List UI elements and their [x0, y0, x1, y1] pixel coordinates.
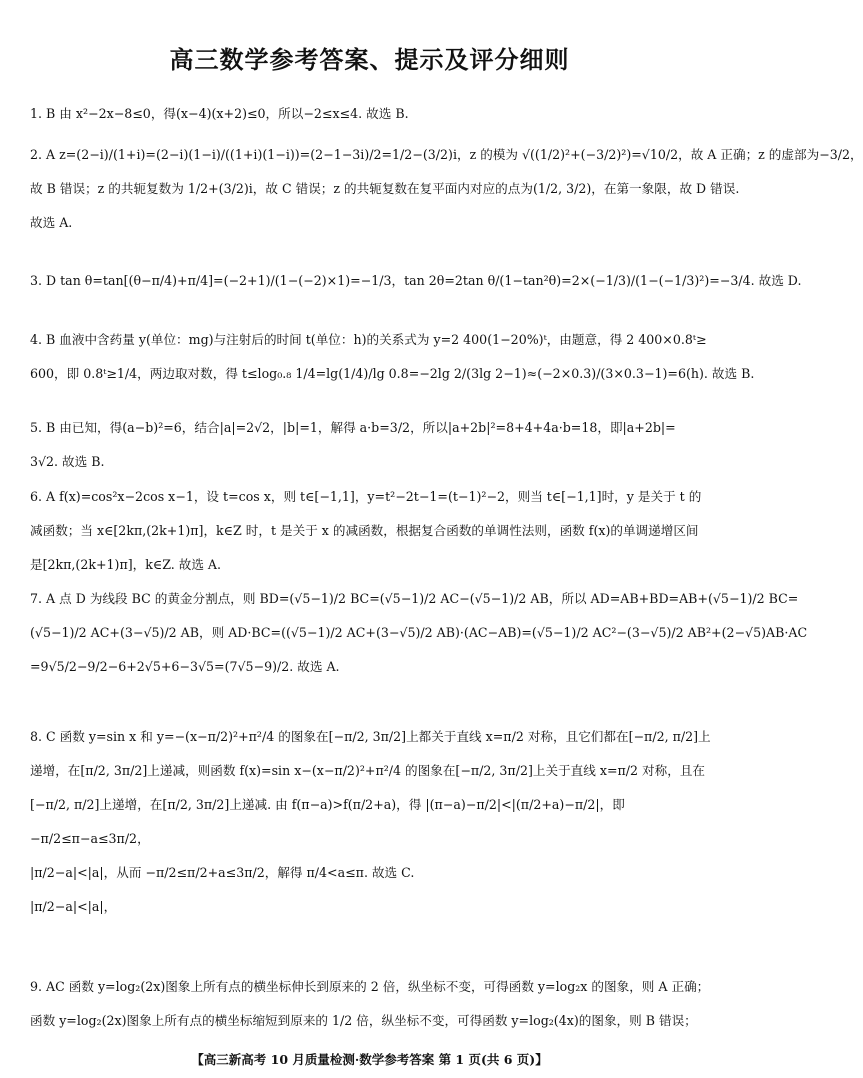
answer-line: [−π/2, π/2]上递增，在[π/2, 3π/2]上递减. 由 f(π−a)>f(π/2+a)，得 |(π−a)−π/2|<|(π/2+a)−π/2|，即 — [30, 797, 625, 812]
answer-item — [30, 411, 712, 479]
answer-line: 故选 A. — [30, 215, 73, 230]
answer-line: =9√5/2−9/2−6+2√5+6−3√5=(7√5−9)/2. 故选 A. — [30, 659, 340, 674]
answer-line: 4. B 血液中含药量 y(单位：mg)与注射后的时间 t(单位：h)的关系式为 y=2 400(1−20%)ᵗ，由题意，得 2 400×0.8ᵗ≥ — [30, 332, 707, 347]
answer-item — [30, 264, 802, 298]
answer-line: 8. C 函数 y=sin x 和 y=−(x−π/2)²+π²/4 的图象在[−π/2, 3π/2]上都关于直线 x=π/2 对称，且它们都在[−π/2, π/2]上 — [30, 729, 711, 744]
answer-line: 1. B 由 x²−2x−8≤0，得(x−4)(x+2)≤0，所以−2≤x≤4. 故选 B. — [30, 106, 409, 121]
answer-line: 2. A z=(2−i)/(1+i)=(2−i)(1−i)/((1+i)(1−i))=(2−1−3i)/2=1/2−(3/2)i，z 的模为 √((1/2)²+(−3/2)²)=√10/2，故 A 正确；z 的虚部为−3/2， — [30, 147, 863, 162]
answer-item — [30, 480, 712, 582]
answer-line: 9. AC 函数 y=log₂(2x)图象上所有点的横坐标伸长到原来的 2 倍，纵坐标不变，可得函数 y=log₂x 的图象，则 A 正确； — [30, 979, 710, 994]
page-footer: 【高三新高考 10 月质量检测·数学参考答案 第 1 页(共 6 页)】 — [191, 1052, 548, 1067]
answer-item — [30, 582, 808, 684]
answer-line: 故 B 错误；z 的共轭复数为 1/2+(3/2)i，故 C 错误；z 的共轭复数在复平面内对应的点为(1/2, 3/2)，在第一象限，故 D 错误. — [30, 181, 740, 196]
answer-item — [30, 970, 712, 1038]
answer-item — [30, 720, 712, 924]
answer-line: 3. D tan θ=tan[(θ−π/4)+π/4]=(−2+1)/(1−(−2)×1)=−1/3，tan 2θ=2tan θ/(1−tan²θ)=2×(−1/3)/(1−(−1/3)²)=−3/4. 故选 D. — [30, 273, 802, 288]
answer-line: (√5−1)/2 AC+(3−√5)/2 AB，则 AD·BC=((√5−1)/2 AC+(3−√5)/2 AB)·(AC−AB)=(√5−1)/2 AC²−(3−√5)/2 AB²+(2−√5)AB·AC — [30, 625, 808, 640]
answer-line: |π/2−a|<|a|， — [30, 899, 117, 914]
answer-line: 7. A 点 D 为线段 BC 的黄金分割点，则 BD=(√5−1)/2 BC=(√5−1)/2 AC−(√5−1)/2 AB，所以 AD=AB+BD=AB+(√5−1)/2 BC= — [30, 591, 799, 606]
page-title: 高三数学参考答案、提示及评分细则 — [169, 46, 570, 74]
answer-line: 减函数；当 x∈[2kπ,(2k+1)π]，k∈Z 时，t 是关于 x 的减函数，根据复合函数的单调性法则，函数 f(x)的单调递增区间 — [30, 523, 699, 538]
answer-line: 是[2kπ,(2k+1)π]，k∈Z. 故选 A. — [30, 557, 222, 572]
answer-line: 递增，在[π/2, 3π/2]上递减，则函数 f(x)=sin x−(x−π/2)²+π²/4 的图象在[−π/2, 3π/2]上关于直线 x=π/2 对称，且在 — [30, 763, 706, 778]
answer-line: 3√2. 故选 B. — [30, 454, 105, 469]
answer-item — [30, 138, 863, 240]
answer-item — [30, 323, 755, 391]
answer-line: −π/2≤π−a≤3π/2， — [30, 831, 150, 846]
answer-line: 5. B 由已知，得(a−b)²=6，结合|a|=2√2，|b|=1，解得 a·b=3/2，所以|a+2b|²=8+4+4a·b=18，即|a+2b|= — [30, 420, 676, 435]
answer-line: 函数 y=log₂(2x)图象上所有点的横坐标缩短到原来的 1/2 倍，纵坐标不变，可得函数 y=log₂(4x)的图象，则 B 错误； — [30, 1013, 697, 1028]
answer-line: |π/2−a|<|a|，从而 −π/2≤π/2+a≤3π/2，解得 π/4<a≤π. 故选 C. — [30, 865, 415, 880]
answer-line: 600，即 0.8ᵗ≥1/4，两边取对数，得 t≤log₀.₈ 1/4=lg(1/4)/lg 0.8=−2lg 2/(3lg 2−1)≈(−2×0.3)/(3×0.3−1)=6(h). 故选 B. — [30, 366, 755, 381]
answer-item — [30, 97, 712, 131]
answer-line: 6. A f(x)=cos²x−2cos x−1，设 t=cos x，则 t∈[−1,1]，y=t²−2t−1=(t−1)²−2，则当 t∈[−1,1]时，y 是关于 t 的 — [30, 489, 702, 504]
